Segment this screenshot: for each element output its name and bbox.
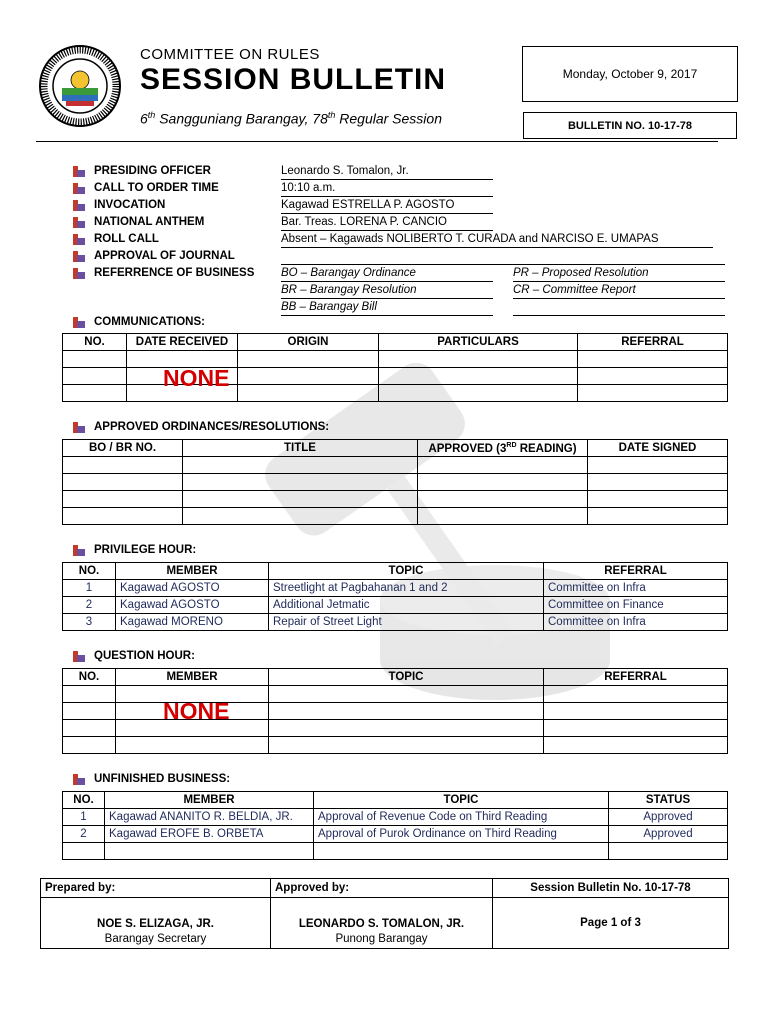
prepared-by-label: Prepared by: (41, 879, 271, 898)
national-anthem-value: Bar. Treas. LORENA P. CANCIO (281, 214, 493, 231)
code-blank (513, 299, 725, 316)
agenda-reference-business: REFERRENCE OF BUSINESS (72, 265, 254, 281)
cell-no: 1 (63, 809, 105, 826)
col-referral: REFERRAL (578, 334, 728, 351)
cell-referral: Committee on Finance (544, 597, 728, 614)
col-date-signed: DATE SIGNED (588, 440, 728, 457)
col-referral: REFERRAL (544, 563, 728, 580)
agenda-roll-call: ROLL CALL (72, 231, 159, 247)
cell-topic: Approval of Revenue Code on Third Reading (314, 809, 609, 826)
col-referral: REFERRAL (544, 669, 728, 686)
communications-none-stamp: NONE (163, 365, 230, 391)
call-to-order-value: 10:10 a.m. (281, 180, 493, 197)
bullet-icon (72, 422, 85, 433)
col-topic: TOPIC (314, 792, 609, 809)
table-row (63, 580, 728, 597)
col-topic: TOPIC (269, 669, 544, 686)
col-bo-br-no: BO / BR NO. (63, 440, 183, 457)
col-no: NO. (63, 334, 127, 351)
code-bb: BB – Barangay Bill (281, 299, 493, 316)
footer-bulletin-number: Session Bulletin No. 10-17-78 (493, 879, 729, 898)
cell-referral: Committee on Infra (544, 614, 728, 631)
bullet-icon (72, 234, 85, 245)
table-row (63, 508, 728, 525)
bulletin-number: BULLETIN NO. 10-17-78 (523, 112, 737, 139)
bullet-icon (72, 545, 85, 556)
code-bo: BO – Barangay Ordinance (281, 265, 493, 282)
col-no: NO. (63, 563, 116, 580)
session-date: Monday, October 9, 2017 (522, 46, 738, 102)
table-row (63, 614, 728, 631)
col-topic: TOPIC (269, 563, 544, 580)
session-subtitle: 6th Sangguniang Barangay, 78th Regular Session (140, 110, 442, 127)
cell-member: Kagawad ANANITO R. BELDIA, JR. (105, 809, 314, 826)
cell-topic: Repair of Street Light (269, 614, 544, 631)
committee-name: COMMITTEE ON RULES (140, 46, 320, 63)
bullet-icon (72, 774, 85, 785)
cell-no: 2 (63, 597, 116, 614)
ordinances-heading: APPROVED ORDINANCES/RESOLUTIONS: (72, 421, 329, 433)
cell-status: Approved (609, 809, 728, 826)
document-title: SESSION BULLETIN (140, 63, 447, 96)
bullet-icon (72, 200, 85, 211)
col-date-received: DATE RECEIVED (127, 334, 238, 351)
col-member: MEMBER (105, 792, 314, 809)
question-table (62, 668, 728, 754)
bullet-icon (72, 166, 85, 177)
signature-footer-table (40, 878, 729, 949)
bullet-icon (72, 183, 85, 194)
table-row (63, 826, 728, 843)
table-row (63, 491, 728, 508)
agenda-presiding-officer: PRESIDING OFFICER (72, 163, 211, 179)
cell-no: 1 (63, 580, 116, 597)
table-row (63, 843, 728, 860)
bullet-icon (72, 317, 85, 328)
table-row (63, 457, 728, 474)
question-none-stamp: NONE (163, 698, 230, 724)
roll-call-value: Absent – Kagawads NOLIBERTO T. CURADA and NARCISO E. UMAPAS (281, 231, 713, 248)
privilege-heading: PRIVILEGE HOUR: (72, 544, 196, 556)
agenda-call-to-order: CALL TO ORDER TIME (72, 180, 219, 196)
question-heading: QUESTION HOUR: (72, 650, 195, 662)
col-particulars: PARTICULARS (379, 334, 578, 351)
bullet-icon (72, 217, 85, 228)
cell-topic: Streetlight at Pagbahanan 1 and 2 (269, 580, 544, 597)
col-origin: ORIGIN (238, 334, 379, 351)
cell-member: Kagawad AGOSTO (116, 597, 269, 614)
approved-by-name: LEONARDO S. TOMALON, JR. (271, 898, 493, 931)
agenda-invocation: INVOCATION (72, 197, 165, 213)
privilege-table (62, 562, 728, 631)
bullet-icon (72, 251, 85, 262)
table-row (63, 474, 728, 491)
bullet-icon (72, 268, 85, 279)
col-status: STATUS (609, 792, 728, 809)
barangay-seal-logo (38, 44, 122, 128)
unfinished-table (62, 791, 728, 860)
unfinished-heading: UNFINISHED BUSINESS: (72, 773, 230, 785)
cell-member: Kagawad MORENO (116, 614, 269, 631)
approval-journal-value (281, 248, 725, 265)
communications-heading: COMMUNICATIONS: (72, 316, 205, 328)
table-row (63, 737, 728, 754)
cell-status: Approved (609, 826, 728, 843)
cell-member: Kagawad AGOSTO (116, 580, 269, 597)
cell-referral: Committee on Infra (544, 580, 728, 597)
prepared-by-title: Barangay Secretary (41, 930, 271, 949)
col-title: TITLE (183, 440, 418, 457)
agenda-approval-journal: APPROVAL OF JOURNAL (72, 248, 235, 264)
approved-by-title: Punong Barangay (271, 930, 493, 949)
col-member: MEMBER (116, 669, 269, 686)
code-cr: CR – Committee Report (513, 282, 725, 299)
page-number: Page 1 of 3 (493, 898, 729, 949)
approved-by-label: Approved by: (271, 879, 493, 898)
col-member: MEMBER (116, 563, 269, 580)
ordinances-table (62, 439, 728, 525)
table-row (63, 809, 728, 826)
presiding-officer-value: Leonardo S. Tomalon, Jr. (281, 163, 493, 180)
invocation-value: Kagawad ESTRELLA P. AGOSTO (281, 197, 493, 214)
code-pr: PR – Proposed Resolution (513, 265, 725, 282)
cell-topic: Approval of Purok Ordinance on Third Reading (314, 826, 609, 843)
table-row (63, 597, 728, 614)
prepared-by-name: NOE S. ELIZAGA, JR. (41, 898, 271, 931)
cell-no: 3 (63, 614, 116, 631)
bullet-icon (72, 651, 85, 662)
code-br: BR – Barangay Resolution (281, 282, 493, 299)
cell-member: Kagawad EROFE B. ORBETA (105, 826, 314, 843)
header-divider (36, 141, 718, 142)
cell-no: 2 (63, 826, 105, 843)
col-no: NO. (63, 669, 116, 686)
col-no: NO. (63, 792, 105, 809)
communications-table (62, 333, 728, 402)
col-approved-reading: APPROVED (3RD READING) (418, 440, 588, 457)
cell-topic: Additional Jetmatic (269, 597, 544, 614)
agenda-national-anthem: NATIONAL ANTHEM (72, 214, 204, 230)
